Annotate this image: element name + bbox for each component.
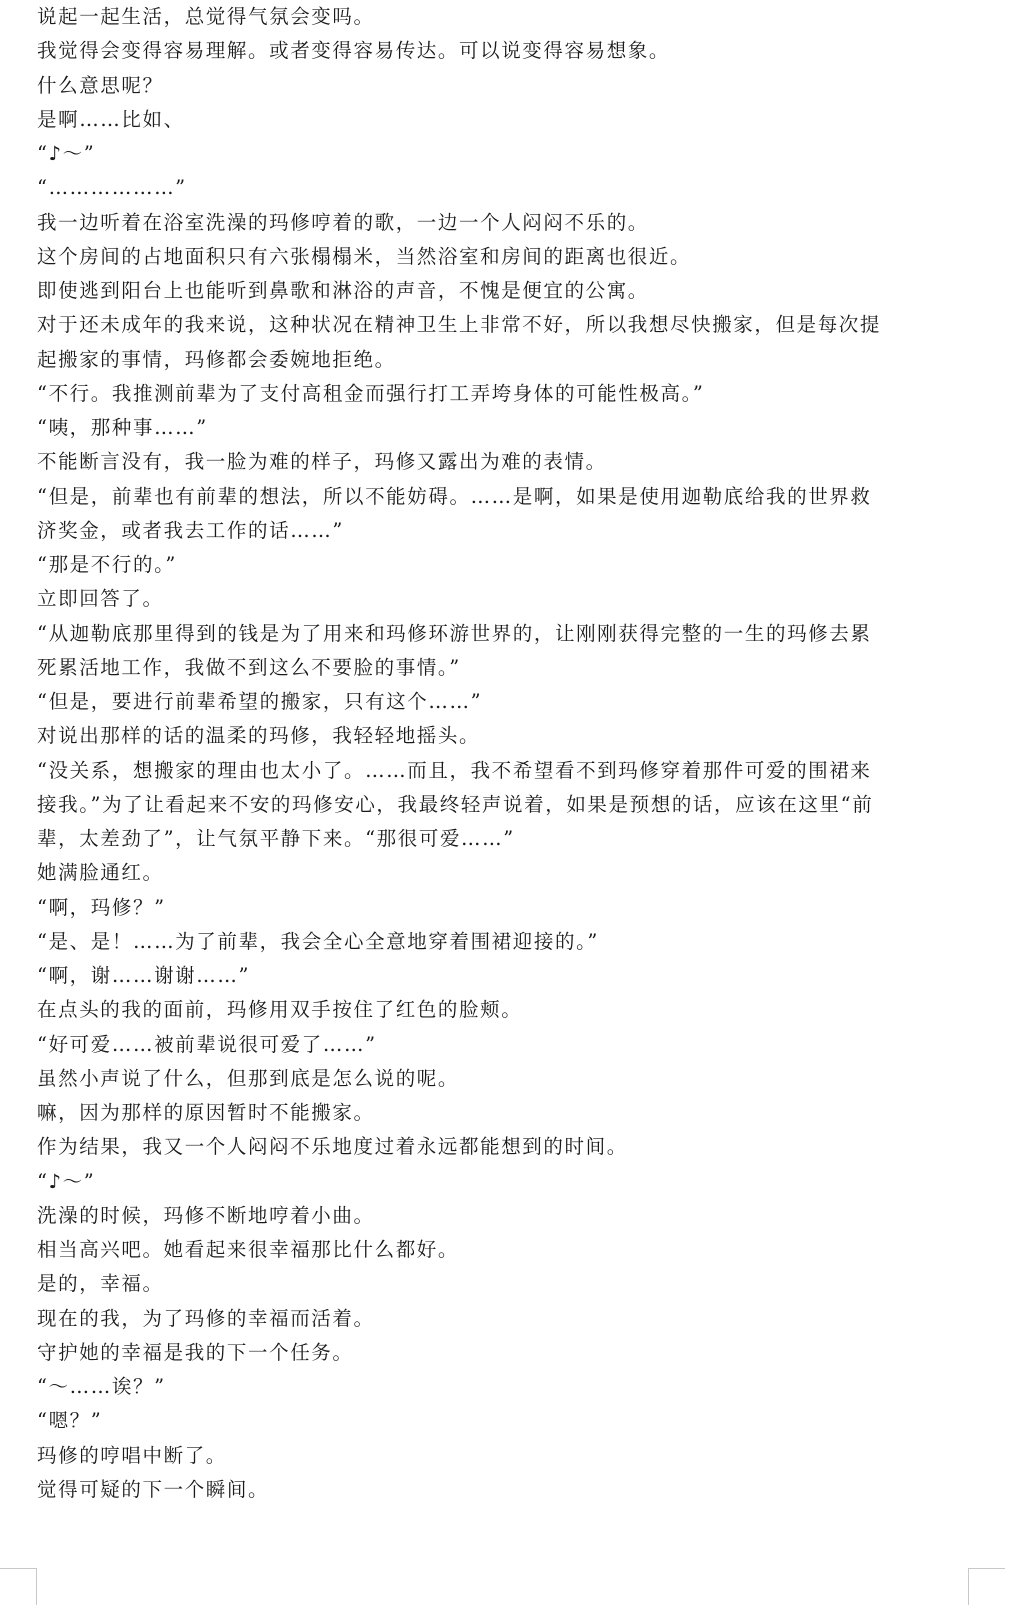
text-line: 我觉得会变得容易理解。或者变得容易传达。可以说变得容易想象。: [37, 39, 671, 63]
text-line: 她满脸通红。: [37, 861, 164, 885]
text-line: 立即回答了。: [37, 587, 164, 611]
page-corner-mark-left: [0, 1568, 37, 1605]
text-line: “没关系，想搬家的理由也太小了。……而且，我不希望看不到玛修穿着那件可爱的围裙来: [37, 758, 872, 782]
text-line: 起搬家的事情，玛修都会委婉地拒绝。: [37, 347, 396, 371]
text-line: 接我。”为了让看起来不安的玛修安心，我最终轻声说着，如果是预想的话，应该在这里“前: [37, 792, 874, 816]
text-line: “嗯？”: [37, 1409, 103, 1433]
text-line: “♪～”: [37, 142, 96, 165]
text-line: “从迦勒底那里得到的钱是为了用来和玛修环游世界的，让刚刚获得完整的一生的玛修去累: [37, 621, 872, 645]
text-line: “但是，前辈也有前辈的想法，所以不能妨碍。……是啊，如果是使用迦勒底给我的世界救: [37, 484, 872, 508]
text-line: 现在的我，为了玛修的幸福而活着。: [37, 1306, 375, 1330]
text-line: 洗澡的时候，玛修不断地哼着小曲。: [37, 1203, 375, 1227]
text-line: 对说出那样的话的温柔的玛修，我轻轻地摇头。: [37, 724, 481, 748]
text-line: 作为结果，我又一个人闷闷不乐地度过着永远都能想到的时间。: [37, 1135, 628, 1159]
text-line: 是的，幸福。: [37, 1272, 164, 1296]
text-line: 什么意思呢？: [37, 73, 164, 97]
text-line: 觉得可疑的下一个瞬间。: [37, 1477, 270, 1501]
text-line: “咦，那种事……”: [37, 416, 208, 439]
text-line: 辈，太差劲了”，让气氛平静下来。“那很可爱……”: [37, 827, 515, 850]
text-line: 即使逃到阳台上也能听到鼻歌和淋浴的声音，不愧是便宜的公寓。: [37, 279, 649, 302]
text-line: “那是不行的。”: [37, 553, 177, 576]
text-line: 虽然小声说了什么，但那到底是怎么说的呢。: [37, 1066, 460, 1090]
text-line: “啊，谢……谢谢……”: [37, 964, 251, 987]
text-line: 死累活地工作，我做不到这么不要脸的事情。”: [37, 655, 461, 679]
text-line: “好可爱……被前辈说很可爱了……”: [37, 1032, 377, 1056]
document-body: [37, 0, 987, 1507]
text-line: 守护她的幸福是我的下一个任务。: [37, 1340, 354, 1364]
text-line: “♪～”: [37, 1169, 96, 1193]
text-line: 对于还未成年的我来说，这种状况在精神卫生上非常不好，所以我想尽快搬家，但是每次提: [37, 313, 882, 337]
text-line: 说起一起生活，总觉得气氛会变吗。: [37, 5, 375, 28]
text-line: 不能断言没有，我一脸为难的样子，玛修又露出为难的表情。: [37, 450, 607, 474]
text-line: 是啊……比如、: [37, 107, 185, 131]
text-line: 我一边听着在浴室洗澡的玛修哼着的歌，一边一个人闷闷不乐的。: [37, 210, 649, 234]
text-line: 嘛，因为那样的原因暂时不能搬家。: [37, 1101, 375, 1124]
page-corner-mark-right: [968, 1568, 1005, 1605]
text-line: 玛修的哼唱中断了。: [37, 1443, 227, 1467]
text-line: “是、是！……为了前辈，我会全心全意地穿着围裙迎接的。”: [37, 929, 599, 953]
text-line: 济奖金，或者我去工作的话……”: [37, 518, 344, 542]
text-line: “但是，要进行前辈希望的搬家，只有这个……”: [37, 690, 483, 713]
text-line: “不行。我推测前辈为了支付高租金而强行打工弄垮身体的可能性极高。”: [37, 381, 705, 405]
text-line: “………………”: [37, 176, 187, 200]
text-line: “啊，玛修？”: [37, 895, 166, 919]
text-line: 这个房间的占地面积只有六张榻榻米，当然浴室和房间的距离也很近。: [37, 244, 692, 268]
text-line: 相当高兴吧。她看起来很幸福那比什么都好。: [37, 1238, 460, 1261]
text-line: 在点头的我的面前，玛修用双手按住了红色的脸颊。: [37, 998, 523, 1022]
text-line: “～……诶？”: [37, 1375, 166, 1398]
